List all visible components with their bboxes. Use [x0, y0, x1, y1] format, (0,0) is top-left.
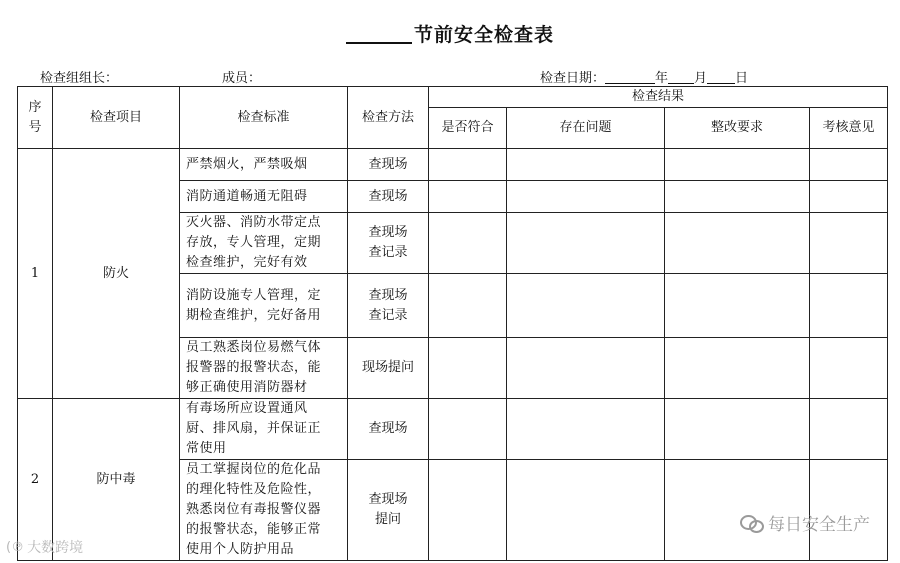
- cell-rectify[interactable]: [665, 181, 810, 213]
- cell-rectify[interactable]: [665, 149, 810, 181]
- header-result: 检查结果: [429, 87, 888, 108]
- header-opinion: 考核意见: [810, 108, 888, 149]
- cell-conform[interactable]: [429, 181, 507, 213]
- title-blank-line: [346, 24, 412, 44]
- cell-conform[interactable]: [429, 399, 507, 460]
- cell-opinion[interactable]: [810, 399, 888, 460]
- cell-item: 防中毒: [53, 399, 180, 561]
- cell-standard: 严禁烟火，严禁吸烟: [180, 149, 348, 181]
- cell-opinion[interactable]: [810, 149, 888, 181]
- title-text: 节前安全检查表: [413, 24, 554, 46]
- cell-rectify[interactable]: [665, 338, 810, 399]
- month-blank: [668, 71, 694, 84]
- cell-opinion[interactable]: [810, 213, 888, 274]
- header-seq: 序 号: [18, 87, 53, 149]
- cell-problem[interactable]: [507, 213, 665, 274]
- cell-method: 现场提问: [348, 338, 429, 399]
- cell-rectify[interactable]: [665, 399, 810, 460]
- watermark-brand: (⁠℗ 大数跨境: [6, 539, 84, 556]
- cell-method: 查现场 提问: [348, 460, 429, 561]
- day-blank: [707, 71, 735, 84]
- cell-problem[interactable]: [507, 149, 665, 181]
- cell-standard: 有毒场所应设置通风 厨、排风扇，并保证正 常使用: [180, 399, 348, 460]
- members-field: 成员：: [222, 71, 262, 86]
- cell-problem[interactable]: [507, 181, 665, 213]
- inspection-table: [17, 86, 888, 561]
- header-rectify: 整改要求: [665, 108, 810, 149]
- cell-conform[interactable]: [429, 274, 507, 338]
- cell-method: 查现场: [348, 399, 429, 460]
- header-problem: 存在问题: [507, 108, 665, 149]
- leader-field: 检查组组长：: [40, 71, 119, 86]
- cell-problem[interactable]: [507, 460, 665, 561]
- header-item: 检查项目: [53, 87, 180, 149]
- page-title: [0, 20, 900, 47]
- header-standard: 检查标准: [180, 87, 348, 149]
- cell-standard: 员工熟悉岗位易燃气体 报警器的报警状态，能 够正确使用消防器材: [180, 338, 348, 399]
- header-conform: 是否符合: [429, 108, 507, 149]
- cell-problem[interactable]: [507, 338, 665, 399]
- date-field: 检查日期： 年 月 日: [540, 71, 749, 86]
- year-blank: [605, 71, 655, 84]
- cell-method: 查现场: [348, 181, 429, 213]
- cell-opinion[interactable]: [810, 274, 888, 338]
- cell-opinion[interactable]: [810, 338, 888, 399]
- cell-problem[interactable]: [507, 399, 665, 460]
- cell-method: 查现场: [348, 149, 429, 181]
- cell-conform[interactable]: [429, 213, 507, 274]
- watermark: 每日安全生产: [740, 510, 870, 535]
- wechat-icon: [740, 514, 764, 532]
- cell-method: 查现场 查记录: [348, 213, 429, 274]
- cell-standard: 消防设施专人管理，定 期检查维护，完好备用: [180, 274, 348, 338]
- cell-conform[interactable]: [429, 338, 507, 399]
- brand-logo-icon: (⁠℗: [6, 539, 25, 555]
- table-row: [18, 149, 888, 181]
- header-method: 检查方法: [348, 87, 429, 149]
- cell-standard: 员工掌握岗位的危化品 的理化特性及危险性， 熟悉岗位有毒报警仪器 的报警状态，能够正常 使用个人防护用品: [180, 460, 348, 561]
- cell-standard: 灭火器、消防水带定点 存放，专人管理，定期 检查维护，完好有效: [180, 213, 348, 274]
- cell-conform[interactable]: [429, 460, 507, 561]
- cell-seq: 2: [18, 399, 53, 561]
- cell-rectify[interactable]: [665, 274, 810, 338]
- cell-problem[interactable]: [507, 274, 665, 338]
- cell-method: 查现场 查记录: [348, 274, 429, 338]
- cell-item: 防火: [53, 149, 180, 399]
- cell-conform[interactable]: [429, 149, 507, 181]
- cell-opinion[interactable]: [810, 181, 888, 213]
- table-row: [18, 399, 888, 460]
- cell-seq: 1: [18, 149, 53, 399]
- cell-rectify[interactable]: [665, 213, 810, 274]
- cell-standard: 消防通道畅通无阻碍: [180, 181, 348, 213]
